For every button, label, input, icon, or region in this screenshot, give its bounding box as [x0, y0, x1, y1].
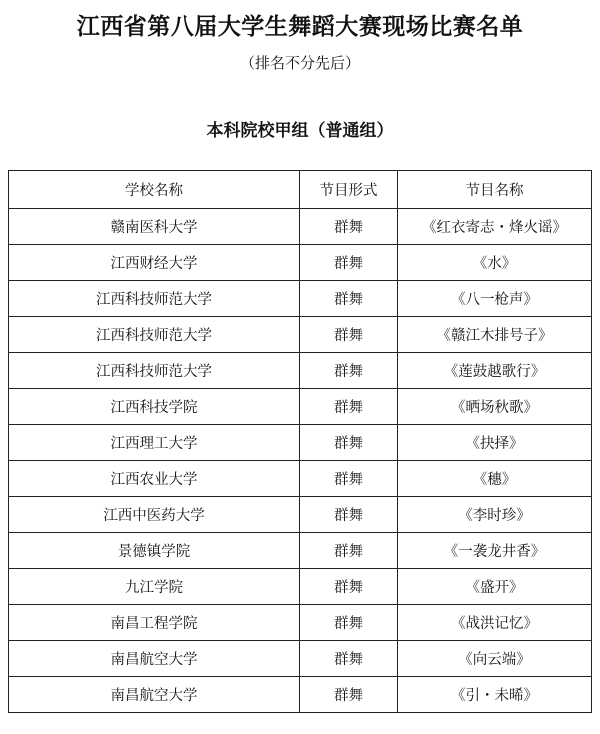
cell-school: 南昌航空大学 — [9, 641, 300, 677]
table-header — [9, 171, 592, 209]
table-row — [9, 569, 592, 605]
table-row — [9, 677, 592, 713]
cell-program-name: 《引・未晞》 — [398, 677, 592, 713]
table-row — [9, 281, 592, 317]
cell-school: 九江学院 — [9, 569, 300, 605]
cell-program-form: 群舞 — [300, 533, 398, 569]
table-header-row — [9, 171, 592, 209]
cell-school: 江西农业大学 — [9, 461, 300, 497]
cell-program-name: 《抉择》 — [398, 425, 592, 461]
header-program-name: 节目名称 — [398, 171, 592, 209]
cell-program-form: 群舞 — [300, 209, 398, 245]
cell-program-form: 群舞 — [300, 569, 398, 605]
cell-program-name: 《李时珍》 — [398, 497, 592, 533]
group-heading: 本科院校甲组（普通组） — [206, 121, 394, 141]
header-program-form: 节目形式 — [300, 171, 398, 209]
cell-program-name: 《战洪记忆》 — [398, 605, 592, 641]
cell-program-name: 《莲鼓越歌行》 — [398, 353, 592, 389]
cell-program-name: 《八一枪声》 — [398, 281, 592, 317]
cell-school: 景德镇学院 — [9, 533, 300, 569]
document-subtitle: （排名不分先后） — [239, 54, 360, 72]
cell-school: 江西科技师范大学 — [9, 317, 300, 353]
cell-program-form: 群舞 — [300, 641, 398, 677]
table-row — [9, 605, 592, 641]
table-body — [9, 209, 592, 713]
cell-program-form: 群舞 — [300, 677, 398, 713]
cell-program-form: 群舞 — [300, 245, 398, 281]
cell-program-name: 《穗》 — [398, 461, 592, 497]
cell-program-name: 《水》 — [398, 245, 592, 281]
cell-school: 江西科技师范大学 — [9, 353, 300, 389]
cell-program-name: 《赣江木排号子》 — [398, 317, 592, 353]
cell-program-form: 群舞 — [300, 461, 398, 497]
table-row — [9, 533, 592, 569]
contestant-table — [8, 170, 592, 713]
header-school: 学校名称 — [9, 171, 300, 209]
cell-program-form: 群舞 — [300, 389, 398, 425]
table-row — [9, 245, 592, 281]
table-row — [9, 641, 592, 677]
cell-program-form: 群舞 — [300, 317, 398, 353]
cell-school: 南昌航空大学 — [9, 677, 300, 713]
cell-program-name: 《晒场秋歌》 — [398, 389, 592, 425]
table-row — [9, 209, 592, 245]
cell-school: 江西科技学院 — [9, 389, 300, 425]
table-row — [9, 461, 592, 497]
cell-program-form: 群舞 — [300, 353, 398, 389]
table-row — [9, 425, 592, 461]
cell-program-form: 群舞 — [300, 605, 398, 641]
cell-school: 江西理工大学 — [9, 425, 300, 461]
cell-program-name: 《向云端》 — [398, 641, 592, 677]
table-row — [9, 497, 592, 533]
cell-school: 南昌工程学院 — [9, 605, 300, 641]
cell-school: 赣南医科大学 — [9, 209, 300, 245]
cell-school: 江西财经大学 — [9, 245, 300, 281]
cell-program-form: 群舞 — [300, 497, 398, 533]
document-title: 江西省第八届大学生舞蹈大赛现场比赛名单 — [76, 14, 524, 40]
cell-program-form: 群舞 — [300, 281, 398, 317]
cell-program-name: 《红衣寄志・烽火谣》 — [398, 209, 592, 245]
table-row — [9, 353, 592, 389]
table-row — [9, 389, 592, 425]
table-row — [9, 317, 592, 353]
cell-program-name: 《盛开》 — [398, 569, 592, 605]
cell-program-form: 群舞 — [300, 425, 398, 461]
cell-school: 江西中医药大学 — [9, 497, 300, 533]
cell-school: 江西科技师范大学 — [9, 281, 300, 317]
cell-program-name: 《一袭龙井香》 — [398, 533, 592, 569]
